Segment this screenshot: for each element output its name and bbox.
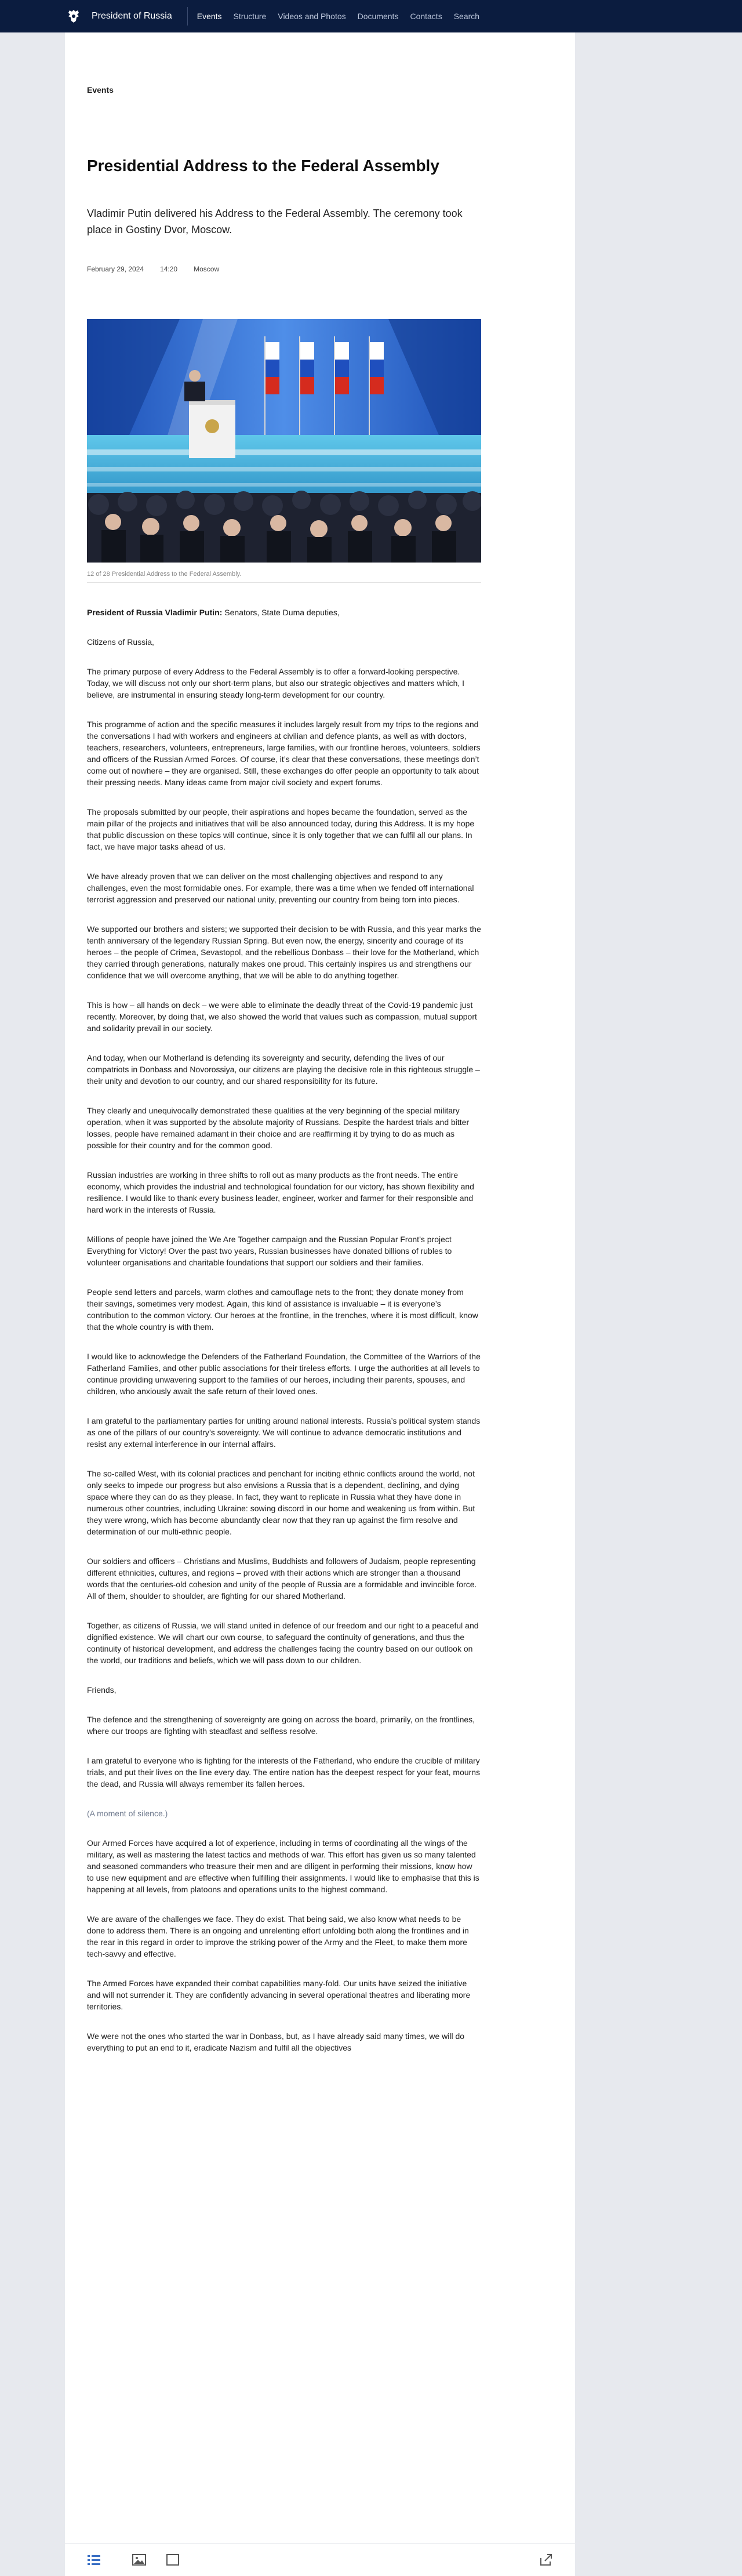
article-paragraph: And today, when our Motherland is defending its sovereignty and security, defending the lives of our compatriots in Donbass and Novorossiya, our citizens are playing the decisive role in this righteous struggle – their unity and devotion to our country, and our shared responsibility for its future.	[87, 1053, 480, 1086]
section-label[interactable]: Events	[87, 85, 114, 95]
share-icon[interactable]	[539, 2553, 553, 2566]
site-title[interactable]: President of Russia	[92, 11, 172, 21]
bottom-toolbar	[65, 2544, 575, 2576]
article-paragraph: We were not the ones who started the war in Donbass, but, as I have already said many times, we will do everything to put an end to it, eradicate Nazism and fulfil all the objectives	[87, 2031, 465, 2052]
article-paragraph: This is how – all hands on deck – we were able to eliminate the deadly threat of the Covid-19 pandemic just recently. Moreover, by doing that, we also showed the world that values such as compassion, mutual support and solidarity prevail in our society.	[87, 1000, 477, 1033]
nav-documents[interactable]: Documents	[357, 12, 399, 21]
article-paragraph: We supported our brothers and sisters; we supported their decision to be with Russia, and this year marks the tenth anniversary of the legendary Russian Spring. But even now, the energy, sincerity and courage of its heroes – the people of Crimea, Sevastopol, and the rebellious Donbass – their love for the Motherland, which they carried through generations, naturally makes one proud. This certainly inspires us and strengthens our confidence that we will overcome anything, that we will be able to do anything together.	[87, 924, 481, 980]
article-paragraph: The defence and the strengthening of sovereignty are going on across the board, primarily, on the frontlines, where our troops are fighting with steadfast and selfless resolve.	[87, 1715, 475, 1736]
article-paragraph: The proposals submitted by our people, their aspirations and hopes became the foundation, served as the main pillar of the projects and initiatives that will be also announced today, during this Address. It is my hope that public discussion on these topics will continue, since it is only together that we can fulfil all our plans. In fact, we have major tasks ahead of us.	[87, 807, 475, 851]
article-place: Moscow	[194, 265, 220, 273]
article-body	[87, 607, 481, 2071]
double-headed-eagle-icon	[65, 8, 82, 25]
site-brand[interactable]	[65, 8, 172, 25]
nav-contacts[interactable]: Contacts	[410, 12, 442, 21]
nav-search[interactable]: Search	[453, 12, 480, 21]
article-paragraph: The Armed Forces have expanded their combat capabilities many-fold. Our units have seized the initiative and will not surrender it. They are confidently advancing in several operational theatres and liberating more territories.	[87, 1979, 471, 2011]
article-paragraph: We have already proven that we can deliver on the most challenging objectives and respond to any challenges, even the most formidable ones. For example, there was a time when we fended off international terrorist aggression and preserved our national unity, preventing our country from being torn into pieces.	[87, 872, 474, 904]
speaker-name: President of Russia Vladimir Putin:	[87, 608, 223, 617]
speaker-greeting: Senators, State Duma deputies,	[222, 608, 340, 617]
article-paragraph: We are aware of the challenges we face. They do exist. That being said, we also know what needs to be done to address them. There is an ongoing and unrelenting effort unfolding both along the frontlines and in the rear in this regard in order to improve the striking power of the Army and the Fleet, to make them more tech-savvy and effective.	[87, 1914, 469, 1958]
article-paragraph: Citizens of Russia,	[87, 637, 154, 647]
article-paragraph: Millions of people have joined the We Are Together campaign and the Russian Popular Front’s project Everything for Victory! Over the past two years, Russian businesses have donated billions of rubles to volunteer organisations and charitable foundations that support our soldiers and their families.	[87, 1235, 452, 1267]
article-paragraph: I am grateful to everyone who is fighting for the interests of the Fatherland, who endure the crucible of military trials, and put their lives on the line every day. The entire nation has the deepest respect for your feat, mourns the dead, and Russia will always remember its fallen heroes.	[87, 1756, 481, 1788]
photo-gallery-icon[interactable]	[132, 2553, 146, 2566]
nav-divider	[187, 7, 188, 26]
text-view-icon[interactable]	[87, 2553, 101, 2566]
article-paragraph: Russian industries are working in three shifts to roll out as many products as the front needs. The entire economy, which provides the industrial and technological foundation for our victory, has shown flexibility and resilience. I would like to thank every business leader, engineer, worker and farmer for their responsible and hard work in the interests of Russia.	[87, 1170, 474, 1214]
article-paragraph: Our Armed Forces have acquired a lot of experience, including in terms of coordinating all the wings of the military, as well as mastering the latest tactics and methods of war. This effort has given us so many talented and seasoned commanders who treasure their men and are diligent in performing their missions, know how to use new equipment and are effective when fulfilling their assignments. I would like to emphasise that this is happening at all levels, from platoons and operations units to the highest command.	[87, 1838, 479, 1894]
article-paragraph: People send letters and parcels, warm clothes and camouflage nets to the front; they donate money from their savings, sometimes very modest. Again, this kind of assistance is invaluable – it is everyone’s contribution to the common victory. Our heroes at the frontline, in the trenches, where it is most difficult, know that the whole country is with them.	[87, 1287, 478, 1331]
article-paragraph: Our soldiers and officers – Christians and Muslims, Buddhists and followers of Judaism, people representing different ethnicities, cultures, and regions – proved with their actions which are stronger than a thousand words that the centuries-old cohesion and unity of the people of Russia are a formidable and invincible force. All of them, shoulder to shoulder, are fighting for our shared Motherland.	[87, 1557, 477, 1601]
main-nav	[197, 12, 479, 21]
photo-caption: 12 of 28 Presidential Address to the Federal Assembly.	[87, 571, 242, 578]
article-date: February 29, 2024	[87, 265, 144, 273]
nav-structure[interactable]: Structure	[233, 12, 267, 21]
top-navigation-bar	[0, 0, 742, 32]
article-paragraph: Friends,	[87, 1685, 117, 1695]
content-card	[65, 32, 575, 2544]
moment-of-silence-note: (A moment of silence.)	[87, 1809, 168, 1818]
article-photo[interactable]	[87, 319, 481, 563]
nav-events[interactable]: Events	[197, 12, 222, 21]
article-meta	[87, 265, 235, 273]
article-lead: Vladimir Putin delivered his Address to the Federal Assembly. The ceremony took place in Gostiny Dvor, Moscow.	[87, 208, 463, 235]
caption-divider	[87, 582, 481, 583]
article-paragraph: The so-called West, with its colonial practices and penchant for inciting ethnic conflicts around the world, not only seeks to impede our progress but also envisions a Russia that is a dependent, declining, and dying space where they can do as they please. In fact, they want to replicate in Russia what they have done in numerous other countries, including Ukraine: sowing discord in our home and weakening us from within. But they were wrong, which has become abundantly clear now that they ran up against the firm resolve and determination of our multi-ethnic people.	[87, 1469, 475, 1536]
article-paragraph: I am grateful to the parliamentary parties for uniting around national interests. Russia’s political system stands as one of the pillars of our country’s sovereignty. We will continue to advance democratic institutions and resist any external interference in our internal affairs.	[87, 1416, 481, 1449]
article-paragraph: This programme of action and the specific measures it includes largely result from my trips to the regions and the conversations I had with workers and engineers at civilian and defence plants, as well as with doctors, teachers, researchers, volunteers, entrepreneurs, large families, with our frontline heroes, volunteers, soldiers and officers of the Russian Armed Forces. Of course, it’s clear that these conversations, these meetings don’t come out of nowhere – they are organised. Still, these exchanges do offer people an opportunity to talk about their pressing needs. Many ideas came from major civil society and expert forums.	[87, 720, 481, 787]
article-paragraph: They clearly and unequivocally demonstrated these qualities at the very beginning of the special military operation, when it was supported by the absolute majority of Russians. Despite the hardest trials and bitter losses, people have remained adamant in their choice and are reaffirming it by trying to do as much as possible for their country and for the common good.	[87, 1106, 470, 1150]
article-time: 14:20	[160, 265, 178, 273]
speaker-paragraph	[87, 607, 481, 618]
article-paragraph: I would like to acknowledge the Defenders of the Fatherland Foundation, the Committee of the Warriors of the Fatherland Families, and other public associations for their tireless efforts. I urge the authorities at all levels to continue providing unwavering support to the families of our heroes, including their parents, spouses, and children, who anxiously await the safe return of their loved ones.	[87, 1352, 481, 1396]
nav-videos-and-photos[interactable]: Videos and Photos	[278, 12, 346, 21]
photo-illustration	[87, 319, 481, 563]
page-title: Presidential Address to the Federal Assembly	[87, 157, 439, 175]
article-paragraph: The primary purpose of every Address to the Federal Assembly is to offer a forward-looking perspective. Today, we will discuss not only our short-term plans, but also our strategic objectives and matters which, I believe, are instrumental in ensuring steady long-term development for our country.	[87, 667, 465, 699]
video-icon[interactable]	[166, 2553, 180, 2566]
article-paragraph: Together, as citizens of Russia, we will stand united in defence of our freedom and our right to a peaceful and dignified existence. We will chart our own course, to safeguard the continuity of generations, and thus the continuity of historical development, and address the challenges facing the country based on our outlook on the world, our traditions and beliefs, which we will pass down to our children.	[87, 1621, 479, 1665]
